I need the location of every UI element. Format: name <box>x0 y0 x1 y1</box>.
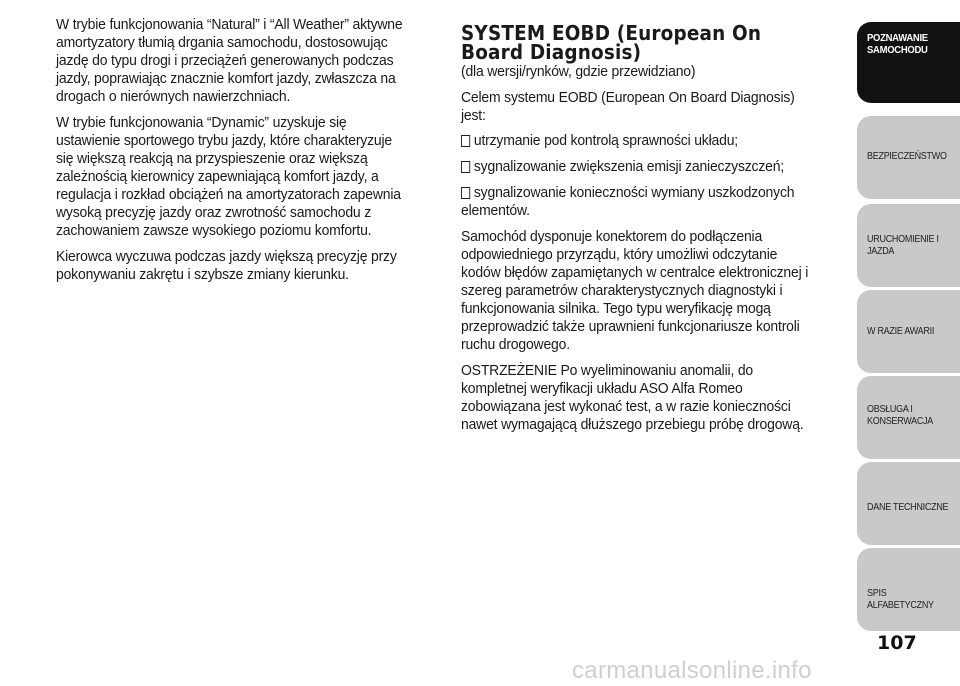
tab-label: SPIS ALFABETYCZNY <box>867 588 934 611</box>
connector-paragraph: Samochód dysponuje konektorem do podłączenia odpowiedniego przyrządu, który umożliwi odczytanie kodów błędów zapamiętanych w centralce elektronicznej i szereg parametrów charakterystycznych diagnostyki i funkcjonowania silnika. Tego typu weryfikację mogą przeprowadzić także uprawnieni funkcjonariusze kontroli ruchu drogowego. <box>461 228 809 353</box>
right-column <box>461 21 814 442</box>
tab-bezpieczenstwo[interactable] <box>857 116 960 199</box>
checkbox-bullet-icon <box>461 161 470 173</box>
checkbox-bullet-icon <box>461 187 470 199</box>
tab-label: OBSŁUGA I KONSERWACJA <box>867 404 934 427</box>
bullet-item <box>461 184 814 220</box>
intro-paragraph: Celem systemu EOBD (European On Board Diagnosis) jest: <box>461 89 795 124</box>
bullet-item <box>461 158 814 176</box>
tab-label: DANE TECHNICZNE <box>867 502 949 513</box>
tab-obsluga-i-konserwacja[interactable] <box>857 376 960 459</box>
tab-label: W RAZIE AWARII <box>867 326 935 337</box>
tab-label: POZNAWANIE SAMOCHODU <box>867 32 928 56</box>
tab-poznawanie-samochodu[interactable] <box>857 22 960 103</box>
checkbox-bullet-icon <box>461 135 470 147</box>
warning-paragraph: OSTRZEŻENIE Po wyeliminowaniu anomalii, do kompletnej weryfikacji układu ASO Alfa Romeo zobowiązana jest wykonać test, a w razie konieczności nawet wymagającą dłuższego przebiegu próbę drogową. <box>461 362 804 433</box>
page-number: 107 <box>877 632 917 654</box>
bullet-text: sygnalizowanie zwiększenia emisji zanieczyszczeń; <box>473 158 785 175</box>
dynamic-mode-paragraph: W trybie funkcjonowania “Dynamic” uzyskuje się ustawienie sportowego trybu jazdy, które charakteryzuje się większą reakcją na przyspieszenie oraz większą zależnością kierownicy zapewniającą komfort jazdy, a regulacja i rozkład obciążeń na amortyzatorach zapewnia wysoką precyzję jazdy oraz zwrotność samochodu z zachowaniem zawsze wysokiego poziomu komfortu. <box>56 114 401 239</box>
watermark: carmanualsonline.info <box>572 657 812 684</box>
section-heading: SYSTEM EOBD (European On Board Diagnosis) <box>461 21 762 64</box>
bullet-item <box>461 132 814 150</box>
tab-w-razie-awarii[interactable] <box>857 290 960 373</box>
tab-label: URUCHOMIENIE I JAZDA <box>867 234 939 257</box>
bullet-text: utrzymanie pod kontrolą sprawności układu; <box>473 132 738 149</box>
section-subtitle: (dla wersji/rynków, gdzie przewidziano) <box>461 63 696 80</box>
bullet-text: sygnalizowanie konieczności wymiany uszkodzonych elementów. <box>461 184 795 219</box>
natural-mode-paragraph: W trybie funkcjonowania “Natural” i “All Weather” aktywne amortyzatory tłumią drgania samochodu, dostosowując jazdę do typu drogi i przeciążeń generowanych podczas jazdy, poprawiając znacznie komfort jazdy, zwłaszcza na drogach o nierównych nawierzchniach. <box>56 16 403 105</box>
tab-uruchomienie-i-jazda[interactable] <box>857 204 960 287</box>
tab-label: BEZPIECZEŃSTWO <box>867 151 947 162</box>
tab-spis-alfabetyczny[interactable] <box>857 548 960 631</box>
tab-dane-techniczne[interactable] <box>857 462 960 545</box>
left-column <box>56 16 409 292</box>
driver-feel-paragraph: Kierowca wyczuwa podczas jazdy większą precyzję przy pokonywaniu zakrętu i szybsze zmiany kierunku. <box>56 248 397 283</box>
